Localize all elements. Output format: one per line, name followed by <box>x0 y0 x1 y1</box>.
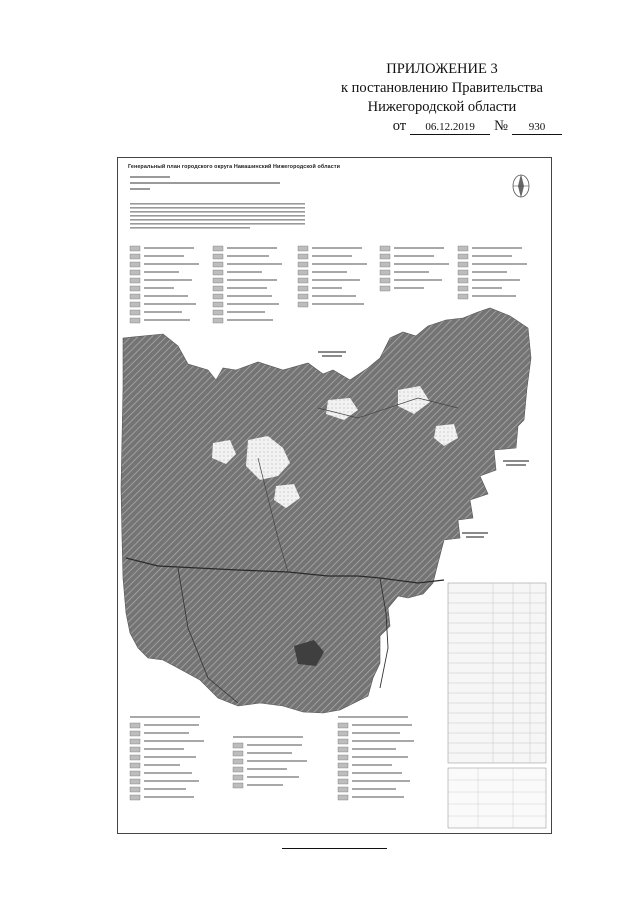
data-table <box>448 583 546 763</box>
map-notes <box>130 176 305 229</box>
date-number-row <box>322 117 562 136</box>
map-legend-top <box>130 246 527 323</box>
map-title: Генеральный план городского округа Навашинский Нижегородской области <box>128 164 341 170</box>
document-number: 930 <box>512 121 562 135</box>
number-label: № <box>494 118 508 134</box>
bottom-divider <box>282 848 387 849</box>
from-label: от <box>392 118 407 134</box>
appendix-title: ПРИЛОЖЕНИЕ 3 <box>386 61 498 77</box>
map-drawing <box>118 158 551 833</box>
header-line-1: к постановлению Правительства <box>341 80 543 96</box>
general-plan-map <box>117 157 552 834</box>
compass-rose-icon <box>513 174 529 198</box>
header-line-2: Нижегородской области <box>367 99 517 115</box>
document-header <box>322 60 562 136</box>
document-date: 06.12.2019 <box>410 121 490 135</box>
